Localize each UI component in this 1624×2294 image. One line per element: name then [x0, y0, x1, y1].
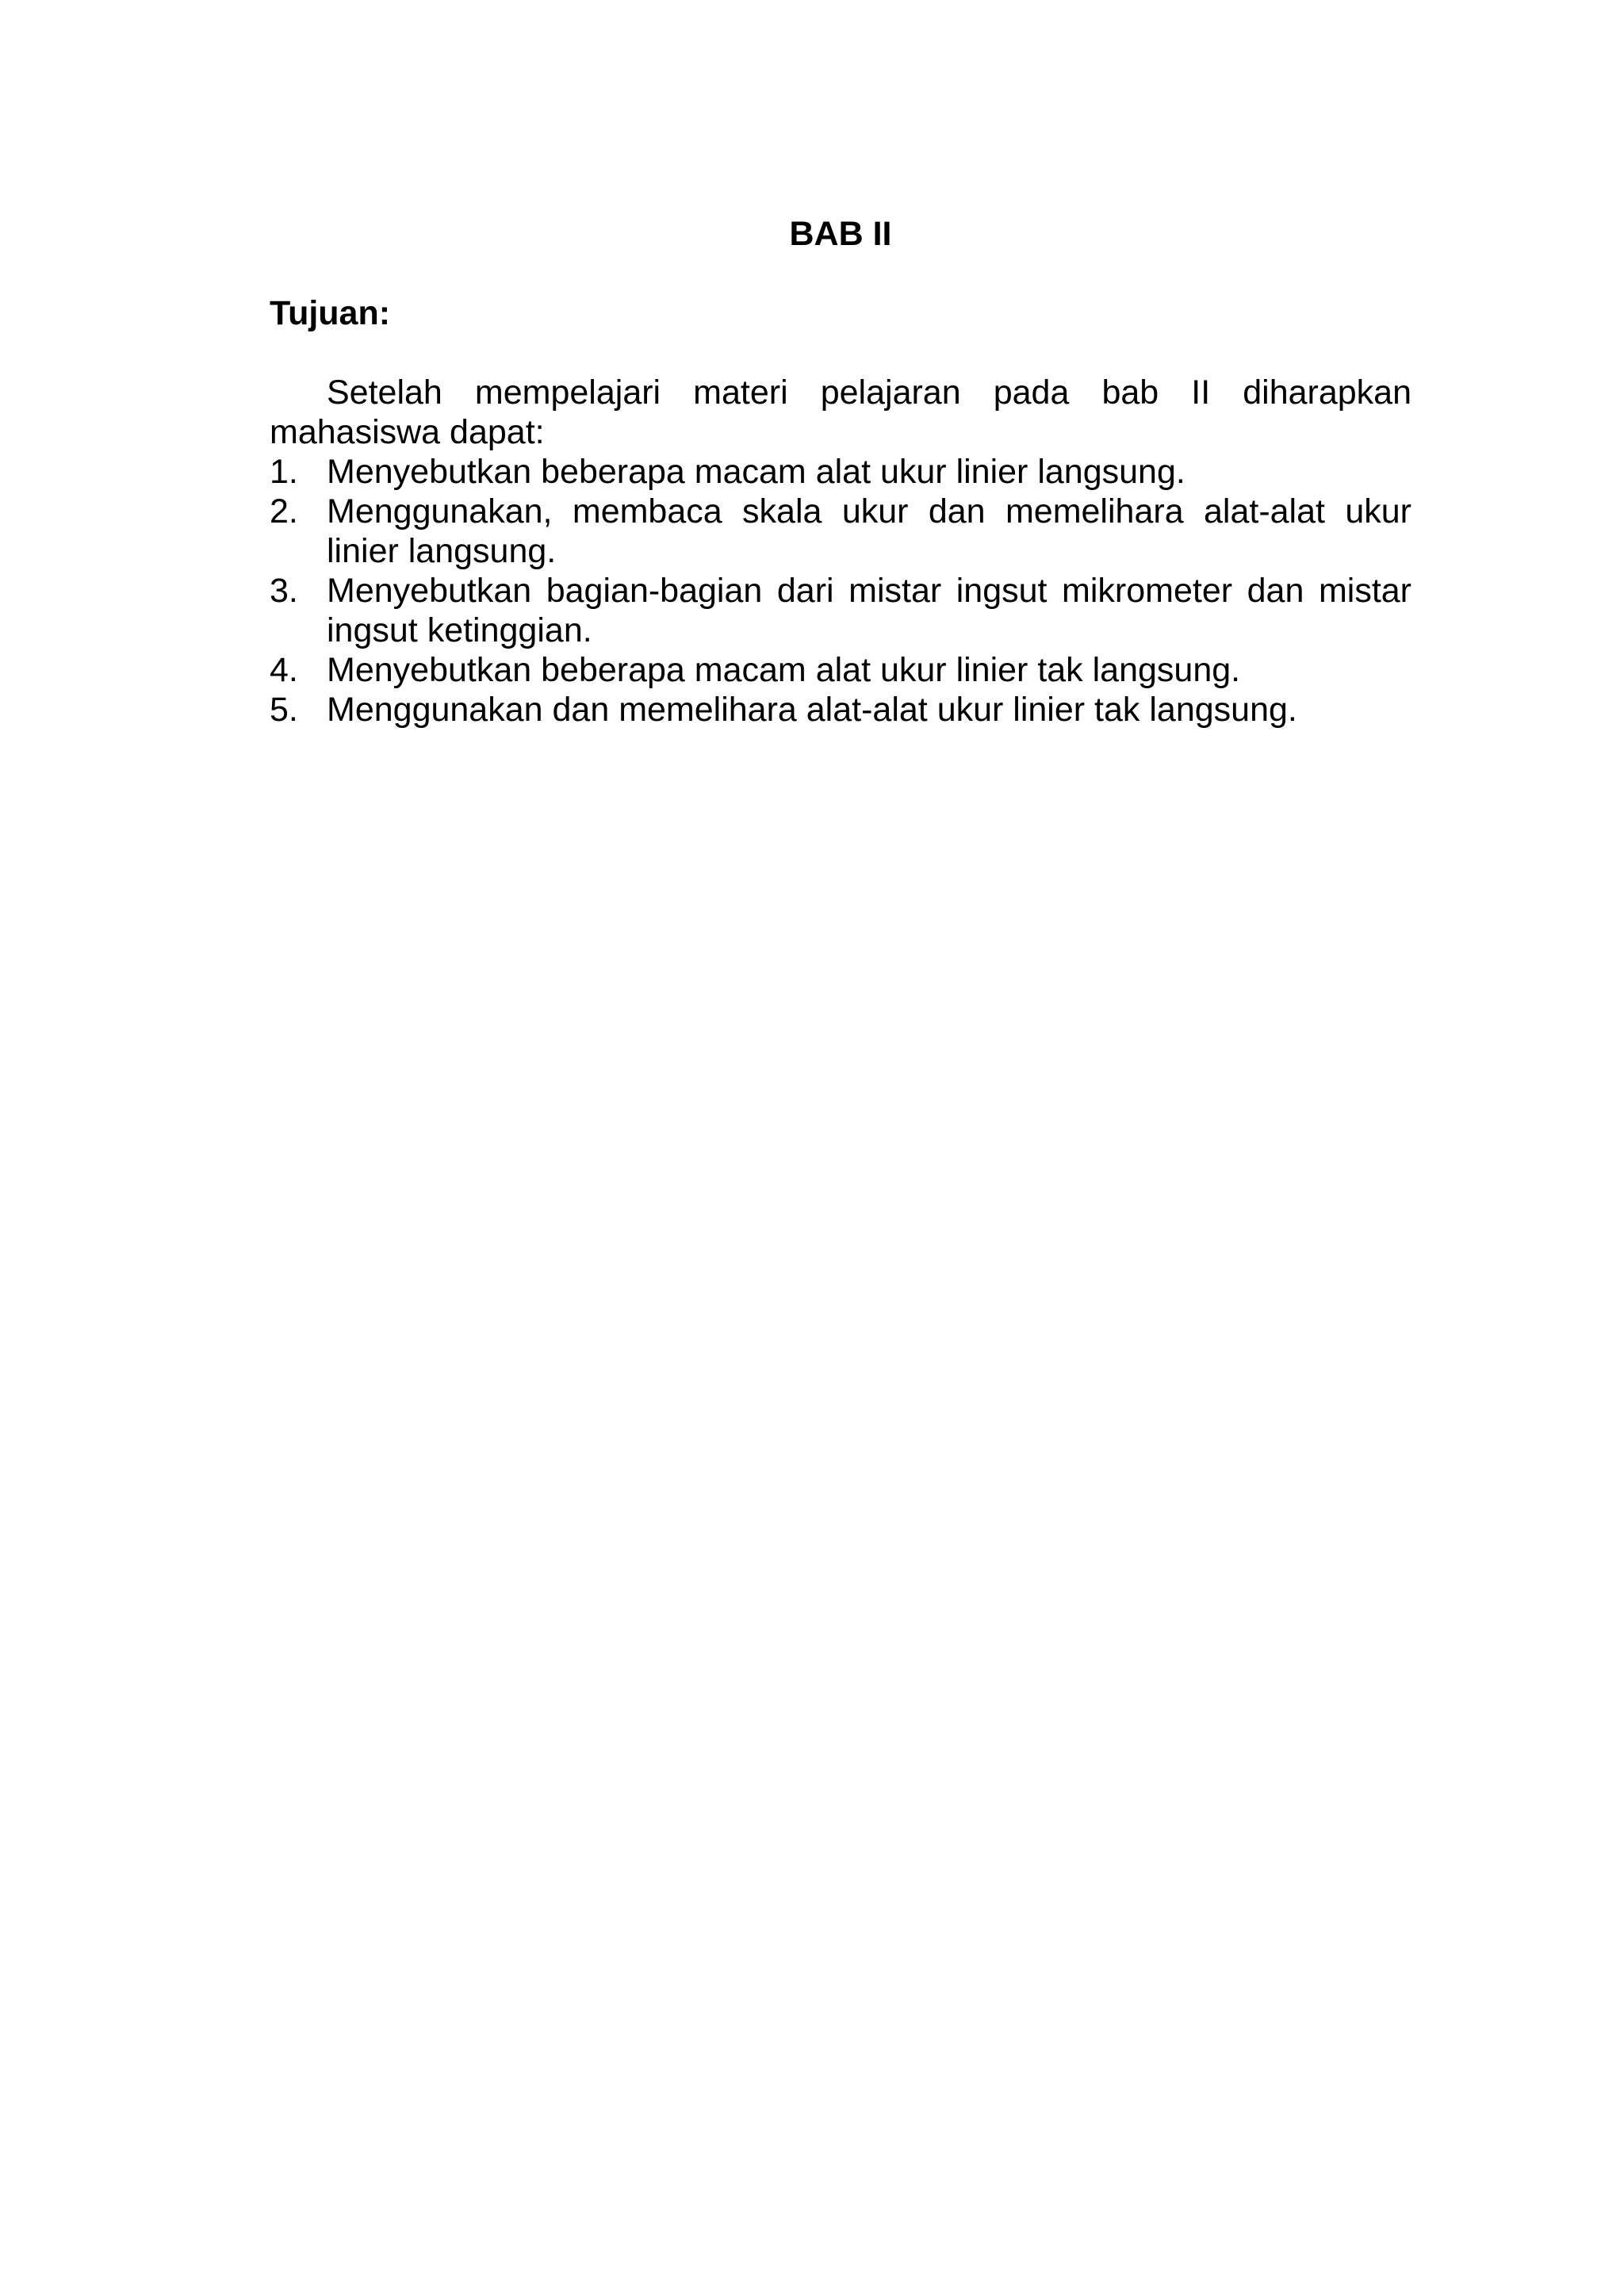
list-item-text: Menyebutkan beberapa macam alat ukur linier tak langsung.	[327, 651, 1241, 689]
list-item-number: 3.	[270, 572, 298, 610]
list-item	[270, 492, 1411, 571]
list-item	[270, 452, 1411, 492]
list-item-text: Menyebutkan beberapa macam alat ukur linier langsung.	[327, 453, 1185, 491]
list-item	[270, 690, 1411, 730]
list-item-number: 1.	[270, 453, 298, 491]
list-item-number: 4.	[270, 651, 298, 689]
list-item-text: Menyebutkan bagian-bagian dari mistar ingsut mikrometer dan mistar ingsut ketinggian.	[327, 572, 1411, 649]
page-content	[270, 214, 1411, 730]
list-item-number: 5.	[270, 691, 298, 729]
list-item-text: Menggunakan, membaca skala ukur dan memelihara alat-alat ukur linier langsung.	[327, 492, 1411, 570]
section-heading: Tujuan:	[270, 294, 391, 332]
list-item	[270, 650, 1411, 690]
objectives-list	[270, 452, 1411, 730]
list-item	[270, 571, 1411, 650]
intro-paragraph: Setelah mempelajari materi pelajaran pada bab II diharapkan mahasiswa dapat:	[270, 373, 1411, 451]
list-item-text: Menggunakan dan memelihara alat-alat ukur linier tak langsung.	[327, 691, 1297, 729]
chapter-title: BAB II	[789, 215, 892, 253]
list-item-number: 2.	[270, 492, 298, 530]
